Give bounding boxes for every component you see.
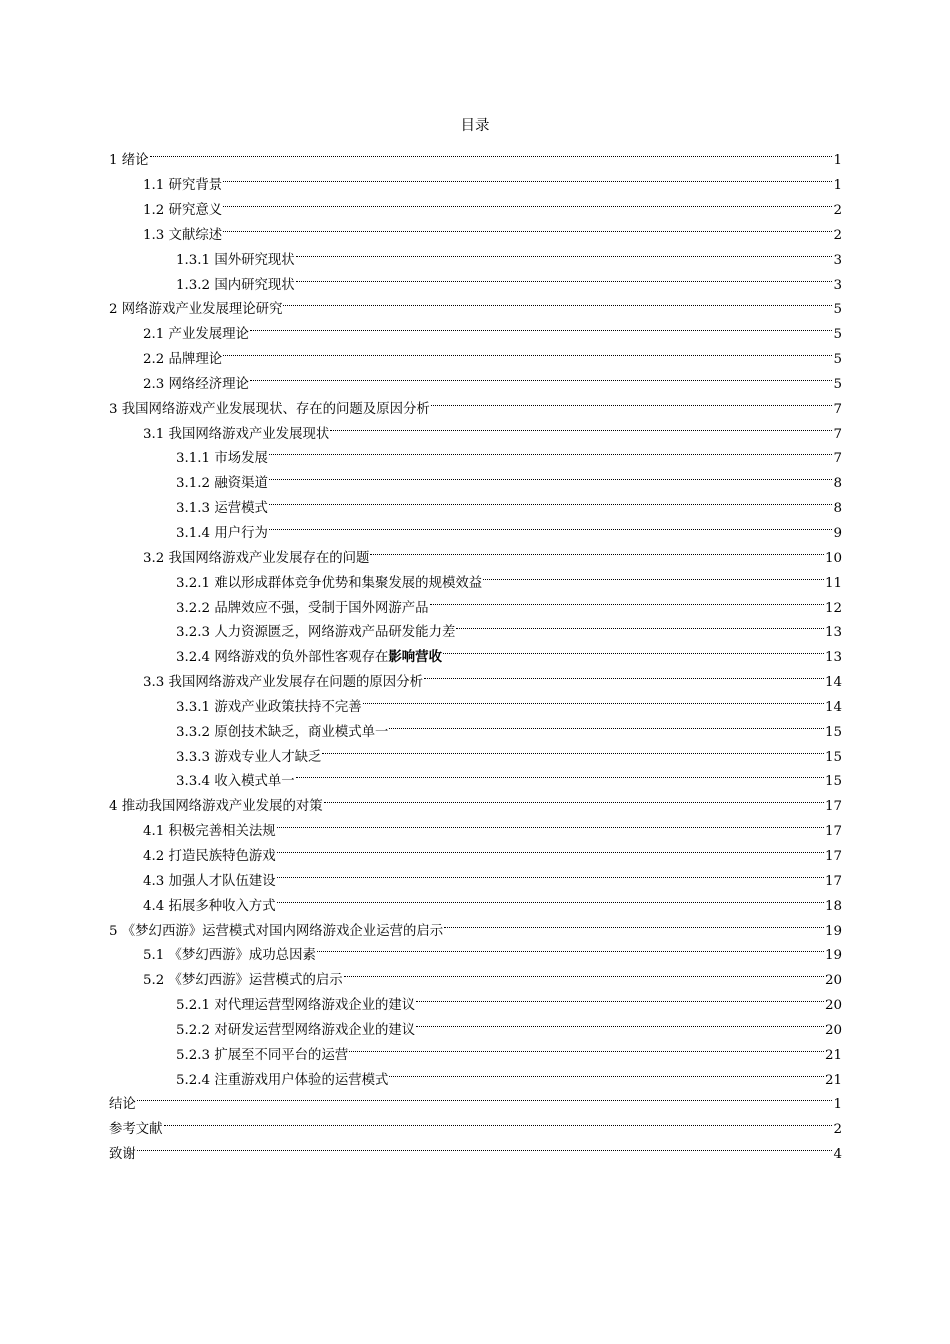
toc-page-number: 15 — [824, 774, 842, 790]
toc-entry-label — [109, 1143, 136, 1168]
toc-page-number: 20 — [824, 998, 842, 1014]
toc-page-number: 7 — [833, 451, 842, 467]
toc-dot-leader — [223, 164, 832, 189]
toc-dot-leader — [389, 711, 824, 736]
toc-entry-label — [176, 621, 455, 646]
toc-entry-label-text: 3.2.3 人力资源匮乏，网络游戏产品研发能力差 — [176, 625, 456, 641]
toc-page-number: 5 — [833, 327, 842, 343]
toc-dot-leader — [277, 885, 824, 910]
toc-entry-label-text: 3.2.2 品牌效应不强，受制于国外网游产品 — [176, 600, 429, 616]
toc-entry-label — [176, 645, 442, 671]
toc-entry-label-bold: 影响营收 — [388, 649, 442, 666]
toc-dot-leader — [389, 1059, 824, 1084]
toc-dot-leader — [277, 810, 824, 835]
toc-entry-label — [143, 944, 316, 969]
toc-entry-label-text: 2 网络游戏产业发展理论研究 — [109, 302, 283, 318]
toc-page-number: 13 — [824, 650, 842, 666]
toc-page-number: 14 — [824, 699, 842, 715]
toc-page-number: 15 — [824, 749, 842, 765]
toc-dot-leader — [277, 835, 824, 860]
toc-entry-label — [176, 696, 362, 721]
toc-entry-label-text: 3.1.3 运营模式 — [176, 501, 268, 517]
toc-entry-label — [176, 447, 268, 472]
toc-entry-label-text: 1.3.2 国内研究现状 — [176, 277, 295, 293]
toc-page-number: 20 — [824, 973, 842, 989]
toc-entry-label-text: 5.1 《梦幻西游》成功总因素 — [143, 948, 316, 964]
toc-dot-leader — [223, 189, 832, 214]
toc-entry-label-text: 3.3.2 原创技术缺乏，商业模式单一 — [176, 724, 389, 740]
toc-page-number: 5 — [833, 352, 842, 368]
toc-entry-label — [176, 994, 415, 1019]
toc-entry-label-text: 4.1 积极完善相关法规 — [143, 824, 276, 840]
toc-page-number: 2 — [833, 203, 842, 219]
toc-entry-label-text: 1.3.1 国外研究现状 — [176, 252, 295, 268]
toc-entry-label-text: 1.1 研究背景 — [143, 178, 223, 194]
toc-dot-leader — [370, 537, 824, 562]
toc-entry-label — [176, 597, 429, 622]
toc-entry-label-text: 5.2.2 对研发运营型网络游戏企业的建议 — [176, 1022, 416, 1038]
toc-entry-label-text: 3.1.1 市场发展 — [176, 451, 268, 467]
toc-page-number: 1 — [833, 153, 842, 169]
toc-entry-label-text: 结论 — [109, 1097, 136, 1113]
toc-page-number: 21 — [824, 1072, 842, 1088]
toc-dot-leader — [349, 1034, 824, 1059]
toc-entry-label — [176, 274, 295, 299]
toc-entry-label-text: 3.3 我国网络游戏产业发展存在问题的原因分析 — [143, 675, 423, 691]
toc-dot-leader — [250, 313, 833, 338]
toc-dot-leader — [443, 636, 824, 661]
toc-entry-label-text: 1.2 研究意义 — [143, 203, 223, 219]
toc-dot-leader — [456, 612, 824, 637]
toc-entry-label-text: 4.4 拓展多种收入方式 — [143, 898, 276, 914]
toc-page-number: 10 — [824, 550, 842, 566]
toc-entry-label-text: 5.2.1 对代理运营型网络游戏企业的建议 — [176, 998, 416, 1014]
toc-entry-label-text: 3.2 我国网络游戏产业发展存在的问题 — [143, 550, 370, 566]
toc-entry-label-text: 致谢 — [109, 1147, 136, 1163]
toc-page-number: 8 — [833, 501, 842, 517]
toc-dot-leader — [296, 239, 833, 264]
toc-dot-leader — [324, 785, 824, 810]
toc-entry-label-text: 参考文献 — [109, 1122, 163, 1138]
toc-page-number: 17 — [824, 873, 842, 889]
toc-entry[interactable] — [109, 164, 842, 194]
toc-dot-leader — [269, 462, 833, 487]
toc-entry-label-text: 3 我国网络游戏产业发展现状、存在的问题及原因分析 — [109, 401, 430, 417]
toc-entry-label — [143, 373, 249, 398]
toc-dot-leader — [150, 140, 833, 165]
toc-dot-leader — [424, 661, 824, 686]
toc-entry-label — [176, 1044, 348, 1069]
toc-dot-leader — [164, 1108, 833, 1133]
toc-entry-label — [176, 249, 295, 274]
toc-dot-leader — [416, 1009, 824, 1034]
toc-page-number: 11 — [824, 575, 842, 591]
toc-entry-label — [143, 547, 369, 572]
toc-entry-label-text: 3.1.4 用户行为 — [176, 526, 268, 541]
toc-page-number: 7 — [833, 426, 842, 442]
toc-dot-leader — [223, 214, 832, 239]
toc-page-number: 21 — [824, 1047, 842, 1063]
toc-entry-label-text: 3.3.1 游戏产业政策扶持不完善 — [176, 699, 362, 715]
toc-entry-label-text: 5 《梦幻西游》运营模式对国内网络游戏企业运营的启示 — [109, 923, 444, 939]
toc-entry[interactable] — [109, 1084, 842, 1113]
toc-entry-label-text: 3.1.2 融资渠道 — [176, 476, 268, 492]
toc-entry-label — [176, 472, 268, 497]
toc-entry-label-text: 4 推动我国网络游戏产业发展的对策 — [109, 799, 323, 815]
toc-page-number: 3 — [833, 252, 842, 268]
toc-entry-label — [109, 1093, 136, 1118]
toc-page-number: 1 — [833, 1097, 842, 1113]
toc-page-number: 8 — [833, 476, 842, 492]
toc-entry-label — [176, 770, 295, 795]
toc-dot-leader — [283, 289, 832, 314]
toc-page-number: 17 — [824, 824, 842, 840]
toc-entry-label — [143, 895, 276, 920]
toc-dot-leader — [296, 761, 824, 786]
toc-entry-label — [143, 845, 276, 870]
toc-page-number: 17 — [824, 848, 842, 864]
toc-entry-label-text: 2.2 品牌理论 — [143, 352, 223, 368]
toc-dot-leader — [269, 512, 833, 537]
toc-entry-label — [143, 174, 222, 199]
toc-entry-label — [109, 149, 149, 174]
toc-dot-leader — [344, 959, 824, 984]
toc-entry-label — [143, 969, 343, 994]
toc-page-number: 13 — [824, 625, 842, 641]
toc-page-number: 9 — [833, 526, 842, 541]
toc-entry-label — [143, 820, 276, 845]
toc-page-number: 5 — [833, 302, 842, 318]
toc-entry-label — [176, 497, 268, 522]
toc-dot-leader — [250, 363, 833, 388]
toc-page-number: 19 — [824, 923, 842, 939]
toc-entry-label-text: 4.3 加强人才队伍建设 — [143, 873, 276, 889]
toc-page-number: 3 — [833, 277, 842, 293]
toc-page-number: 1 — [833, 178, 842, 194]
toc-entry-label — [143, 199, 222, 224]
toc-entry[interactable] — [109, 1108, 842, 1138]
toc-page-number: 19 — [824, 948, 842, 964]
toc-entry-label — [143, 224, 222, 249]
toc-list — [109, 140, 842, 1163]
toc-dot-leader — [444, 910, 824, 935]
toc-entry-label-text: 4.2 打造民族特色游戏 — [143, 848, 276, 864]
toc-page-number: 17 — [824, 799, 842, 815]
toc-dot-leader — [137, 1084, 833, 1109]
toc-entry-label — [143, 348, 222, 373]
toc-entry[interactable] — [109, 140, 842, 169]
toc-page-number: 4 — [833, 1147, 842, 1163]
toc-entry-label-text: 3.1 我国网络游戏产业发展现状 — [143, 426, 330, 442]
toc-page-number: 18 — [824, 898, 842, 914]
toc-page-number: 5 — [833, 376, 842, 392]
toc-entry-label-text: 3.3.4 收入模式单一 — [176, 774, 295, 790]
toc-entry-label-text: 2.3 网络经济理论 — [143, 376, 249, 392]
toc-dot-leader — [363, 686, 824, 711]
toc-dot-leader — [223, 338, 832, 363]
toc-entry-label-text: 1 绪论 — [109, 153, 149, 169]
toc-dot-leader — [137, 1133, 833, 1158]
toc-entry-label-text: 1.3 文献综述 — [143, 227, 223, 243]
toc-page-number: 12 — [824, 600, 842, 616]
toc-entry-label-text: 3.2.4 网络游戏的负外部性客观存在 — [176, 650, 389, 666]
toc-page-number: 2 — [833, 227, 842, 243]
toc-entry-label — [143, 870, 276, 895]
toc-dot-leader — [317, 935, 824, 960]
toc-dot-leader — [269, 438, 833, 463]
toc-entry-label — [176, 522, 268, 547]
toc-title: 目录 — [460, 118, 490, 134]
toc-dot-leader — [430, 587, 824, 612]
toc-dot-leader — [322, 736, 824, 761]
toc-entry-label-text: 3.3.3 游戏专业人才缺乏 — [176, 749, 322, 765]
toc-page-number: 2 — [833, 1122, 842, 1138]
toc-entry-label-text: 5.2.3 扩展至不同平台的运营 — [176, 1047, 349, 1063]
toc-entry-label-text: 5.2 《梦幻西游》运营模式的启示 — [143, 973, 343, 989]
toc-dot-leader — [416, 984, 824, 1009]
toc-page-number: 7 — [833, 401, 842, 417]
toc-entry-label-text: 3.2.1 难以形成群体竞争优势和集聚发展的规模效益 — [176, 575, 483, 591]
toc-entry-label-text: 2.1 产业发展理论 — [143, 327, 249, 343]
toc-dot-leader — [269, 487, 833, 512]
toc-entry-label-text: 5.2.4 注重游戏用户体验的运营模式 — [176, 1072, 389, 1088]
toc-dot-leader — [483, 562, 824, 587]
toc-page-number: 15 — [824, 724, 842, 740]
toc-dot-leader — [431, 388, 833, 413]
toc-entry[interactable] — [109, 1133, 842, 1163]
toc-dot-leader — [277, 860, 824, 885]
toc-dot-leader — [330, 413, 832, 438]
toc-page-number: 14 — [824, 675, 842, 691]
toc-page-number: 20 — [824, 1022, 842, 1038]
toc-dot-leader — [296, 264, 833, 289]
